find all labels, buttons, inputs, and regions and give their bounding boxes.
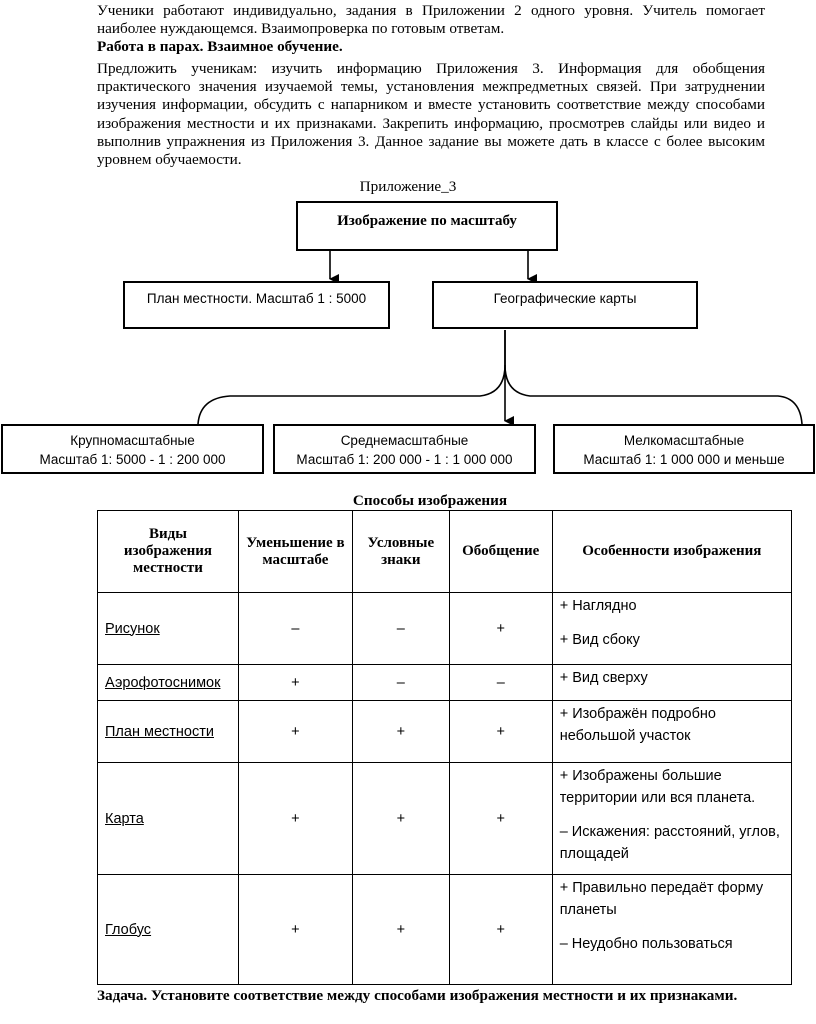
medium-scale-box bbox=[273, 424, 536, 474]
cell-features bbox=[552, 701, 791, 763]
cell-scale: – bbox=[238, 593, 352, 665]
diagram-root-box bbox=[296, 201, 558, 251]
table-row bbox=[98, 875, 792, 985]
table-caption: Способы изображения bbox=[352, 492, 508, 509]
feature-line: + Вид сбоку bbox=[559, 632, 640, 648]
pair-work-heading: Работа в парах. Взаимное обучение. bbox=[97, 38, 343, 55]
header-scale: Уменьшение в масштабе bbox=[238, 511, 352, 593]
maps-label: Географические карты bbox=[493, 291, 637, 306]
intro-paragraph-2: Предложить ученикам: изучить информацию Приложения 3. Информация для обобщения практического значения изучаемой темы, установления межпредметных связей. При затруднении изучения информации, обсудить с напарником и вместе установить соответствие между способами изображения местности и их признаками. Закрепить информацию, просмотрев слайды или видео и выполнив упражнения из Приложения 3. Данное задание вы можете дать в классе с более высоким уровнем обучаемости. bbox=[97, 60, 765, 169]
table-row bbox=[98, 665, 792, 701]
brace-right bbox=[505, 365, 802, 424]
small-scale-range: Масштаб 1: 1 000 000 и меньше bbox=[583, 452, 785, 467]
feature-line: – Искажения: расстояний, углов, площадей bbox=[559, 824, 780, 862]
intro-paragraph-1: Ученики работают индивидуально, задания в Приложении 2 одного уровня. Учитель помогает наиболее нуждающемся. Взаимопроверка по готовым ответам. bbox=[97, 2, 765, 38]
cell-signs: – bbox=[352, 665, 449, 701]
feature-line: + Вид сверху bbox=[559, 670, 648, 686]
table-row bbox=[98, 593, 792, 665]
cell-features bbox=[552, 593, 791, 665]
large-scale-range: Масштаб 1: 5000 - 1 : 200 000 bbox=[39, 452, 226, 467]
plan-label: План местности. Масштаб 1 : 5000 bbox=[146, 291, 367, 306]
cell-features bbox=[552, 875, 791, 985]
medium-scale-title: Среднемасштабные bbox=[340, 433, 469, 448]
diagram-root-label: Изображение по масштабу bbox=[337, 213, 517, 229]
table-row bbox=[98, 763, 792, 875]
feature-line: + Изображён подробно небольшой участок bbox=[559, 706, 716, 744]
cell-scale: + bbox=[238, 875, 352, 985]
table-row bbox=[98, 701, 792, 763]
methods-table bbox=[97, 510, 792, 985]
header-features: Особенности изображения bbox=[552, 511, 791, 593]
cell-general: + bbox=[449, 763, 552, 875]
feature-line: + Изображены большие территории или вся планета. bbox=[559, 768, 756, 806]
feature-line: – Неудобно пользоваться bbox=[559, 936, 733, 952]
row-name: План местности bbox=[98, 701, 239, 763]
task-text: Задача. Установите соответствие между способами изображения местности и их признаками. bbox=[97, 987, 738, 1004]
cell-scale: + bbox=[238, 701, 352, 763]
header-generalization: Обобщение bbox=[449, 511, 552, 593]
plan-box bbox=[123, 281, 390, 329]
cell-signs: + bbox=[352, 763, 449, 875]
small-scale-title: Мелкомасштабные bbox=[623, 433, 745, 448]
row-name: Рисунок bbox=[98, 593, 239, 665]
cell-signs: + bbox=[352, 701, 449, 763]
cell-general: + bbox=[449, 701, 552, 763]
row-name: Аэрофотоснимок bbox=[98, 665, 239, 701]
maps-box bbox=[432, 281, 698, 329]
feature-line: + Наглядно bbox=[559, 598, 637, 614]
table-header-row bbox=[98, 511, 792, 593]
large-scale-title: Крупномасштабные bbox=[70, 433, 195, 448]
cell-scale: + bbox=[238, 665, 352, 701]
cell-signs: – bbox=[352, 593, 449, 665]
cell-signs: + bbox=[352, 875, 449, 985]
brace-left bbox=[198, 330, 505, 424]
cell-features bbox=[552, 665, 791, 701]
header-kind: Виды изображения местности bbox=[98, 511, 239, 593]
cell-general: + bbox=[449, 593, 552, 665]
appendix-label: Приложение_3 bbox=[359, 178, 457, 195]
feature-line: + Правильно передаёт форму планеты bbox=[559, 880, 764, 918]
cell-scale: + bbox=[238, 763, 352, 875]
header-signs: Условные знаки bbox=[352, 511, 449, 593]
row-name: Карта bbox=[98, 763, 239, 875]
cell-general: – bbox=[449, 665, 552, 701]
cell-general: + bbox=[449, 875, 552, 985]
row-name: Глобус bbox=[98, 875, 239, 985]
cell-features bbox=[552, 763, 791, 875]
small-scale-box bbox=[553, 424, 815, 474]
large-scale-box bbox=[1, 424, 264, 474]
medium-scale-range: Масштаб 1: 200 000 - 1 : 1 000 000 bbox=[296, 452, 513, 467]
